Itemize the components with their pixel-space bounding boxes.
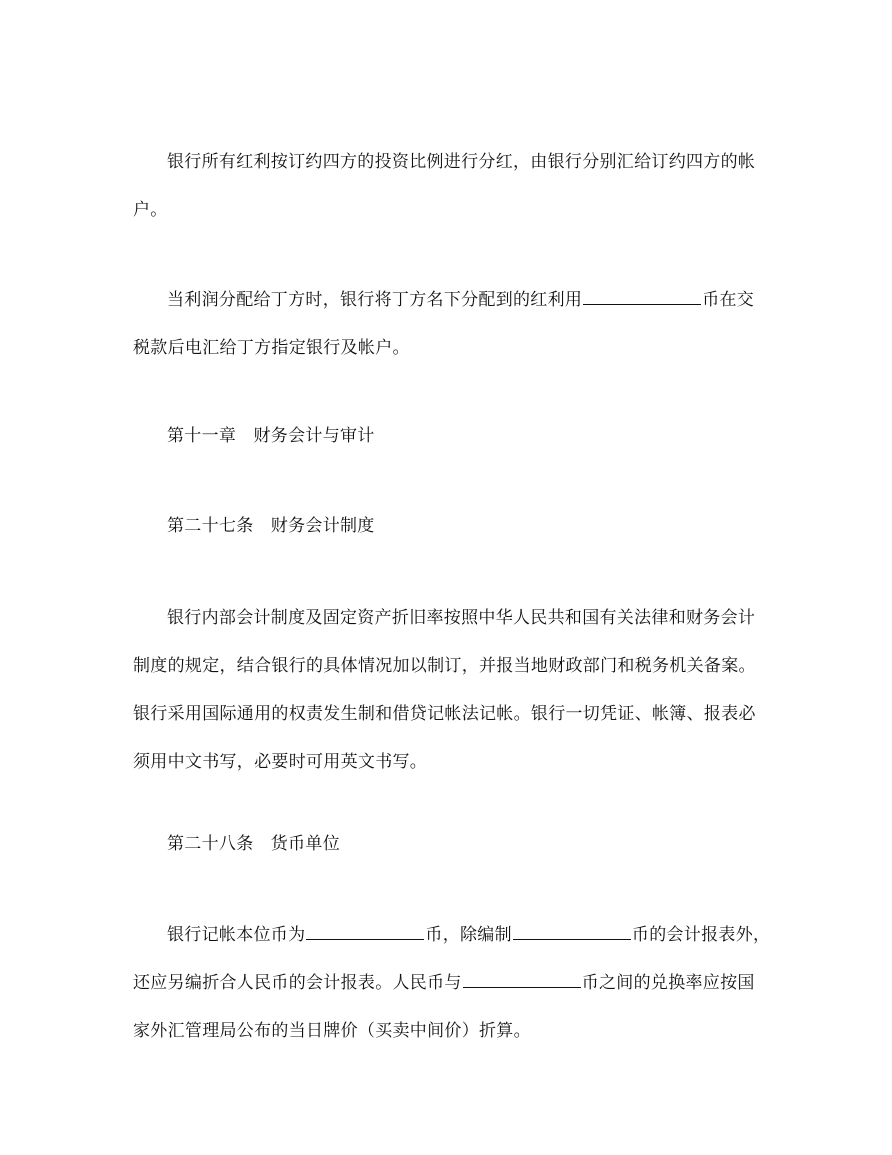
text-run: 当利润分配给丁方时，银行将丁方名下分配到的红利用 (167, 290, 583, 310)
paragraph-line: 税款后电汇给丁方指定银行及帐户。 (133, 338, 410, 358)
paragraph-line: 家外汇管理局公布的当日牌价（买卖中间价）折算。 (133, 1021, 531, 1041)
fill-in-blank[interactable] (306, 922, 424, 940)
text-run: 银行内部会计制度及固定资产折旧率按照中华人民共和国有关法律和财务会计 (167, 608, 756, 628)
paragraph-line (133, 594, 773, 642)
chapter-heading: 第十一章 财务会计与审计 (167, 426, 375, 446)
paragraph-line: 户。 (133, 200, 168, 220)
paragraph-line (133, 911, 773, 959)
text-run: 银行记帐本位币为 (167, 925, 306, 945)
paragraph-line (133, 959, 773, 1007)
fill-in-blank[interactable] (463, 970, 581, 988)
paragraph-profit-to-party-d (133, 276, 773, 372)
paragraph-line (133, 276, 773, 324)
text-run: 币，除编制 (425, 925, 512, 945)
paragraph-currency-unit (133, 911, 773, 1055)
paragraph-line: 银行采用国际通用的权责发生制和借贷记帐法记帐。银行一切凭证、帐簿、报表必 (133, 704, 756, 724)
article-heading: 第二十七条 财务会计制度 (167, 516, 375, 536)
article-heading: 第二十八条 货币单位 (167, 834, 340, 854)
fill-in-blank[interactable] (513, 922, 631, 940)
paragraph-dividend-distribution (133, 138, 773, 234)
fill-in-blank[interactable] (583, 287, 701, 305)
paragraph-line: 制度的规定，结合银行的具体情况加以制订，并报当地财政部门和税务机关备案。 (133, 656, 756, 676)
text-run: 银行所有红利按订约四方的投资比例进行分红，由银行分别汇给订约四方的帐 (167, 152, 756, 172)
paragraph-line: 须用中文书写，必要时可用英文书写。 (133, 752, 428, 772)
text-run: 还应另编折合人民币的会计报表。人民币与 (133, 973, 462, 993)
paragraph-line (133, 138, 773, 186)
text-run: 币的会计报表外， (631, 925, 771, 945)
text-run: 币之间的兑换率应按国 (581, 973, 755, 993)
text-run: 币在交 (702, 290, 755, 310)
paragraph-accounting-system (133, 594, 773, 786)
